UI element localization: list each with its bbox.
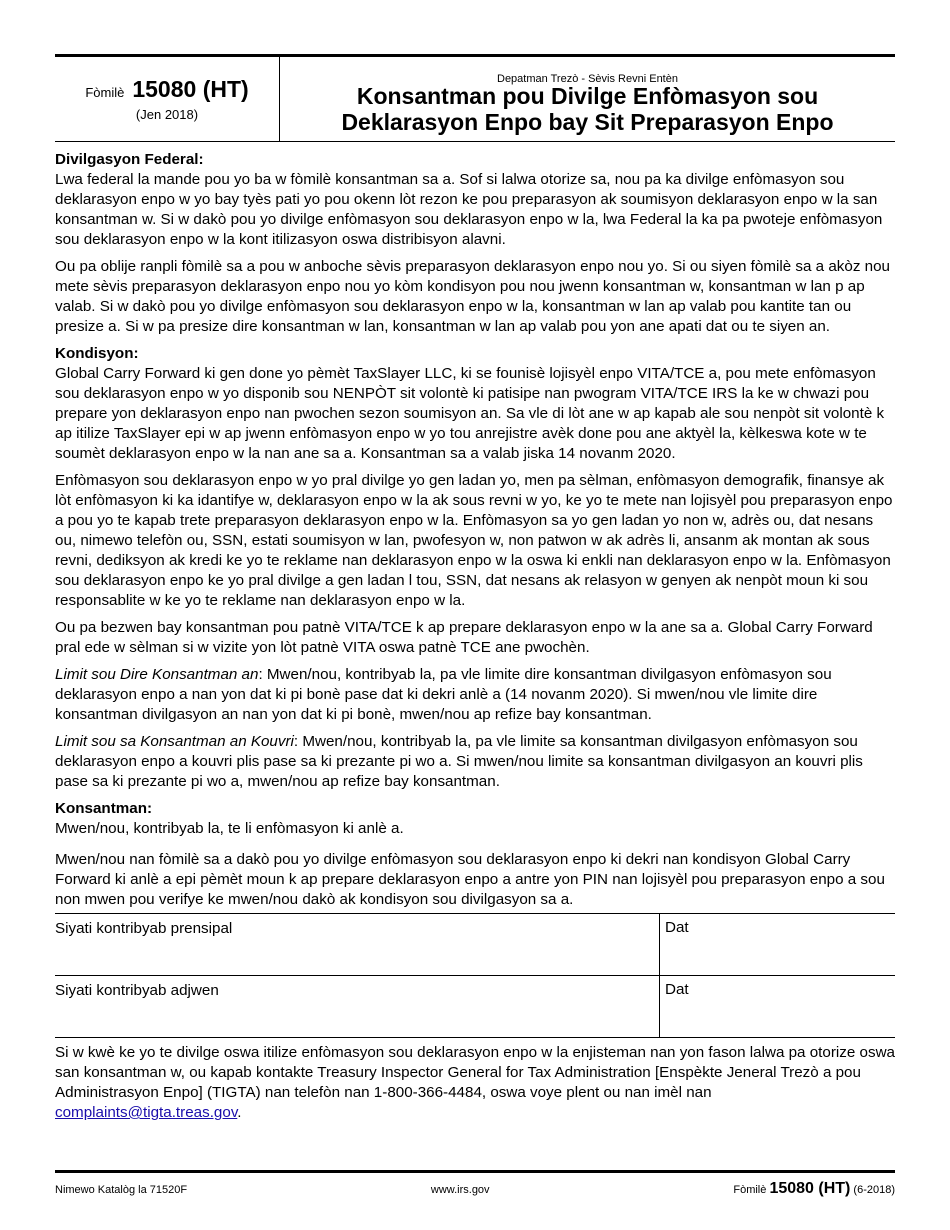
website: www.irs.gov (430, 1184, 490, 1196)
secondary-date-field[interactable] (660, 976, 895, 1037)
conditions-paragraph-3: Ou pa bezwen bay konsantman pou patnè VITA/TCE k ap prepare deklarasyon enpo w la ane sa a. Global Carry Forward pral ede w sèlman si w vizite yon lòt patnè VITA oswa patnè TCE ane pwochèn. (55, 619, 873, 656)
primary-date-label: Dat (665, 919, 689, 936)
form-date: (Jen 2018) (135, 107, 199, 122)
secondary-signature-field[interactable] (55, 976, 660, 1037)
limit-scope-paragraph (55, 732, 895, 792)
footer-form-number: 15080 (HT) (769, 1180, 851, 1197)
primary-signature-row (55, 913, 895, 975)
footer-revision: (6-2018) (853, 1184, 895, 1196)
secondary-signature-label: Siyati kontribyab adjwen (55, 982, 219, 999)
page-footer (55, 1170, 895, 1198)
form-page (55, 54, 895, 1123)
federal-heading: Divilgasyon Federal: (55, 151, 204, 168)
consent-heading: Konsantman: (55, 800, 153, 817)
federal-paragraph-1: Lwa federal la mande pou yo ba w fòmilè konsantman sa a. Sof si lalwa otorize sa, nou pa ka divilge enfòmasyon sou deklarasyon enpo w yo bay tyès pati yo pou okenn lòt rezon ke pou preparasyon ak soumisyon deklarasyon enpo w la san konsantman w. Si w dakò pou yo divilge enfòmasyon sou deklarasyon enpo w la, lwa Federal la ka pa pwoteje enfòmasyon sou deklarasyon enpo w la kont itilizasyon oswa distribisyon alavni. (55, 171, 883, 248)
consent-section (55, 799, 895, 839)
secondary-date-label: Dat (665, 981, 689, 998)
complaint-end: . (237, 1104, 242, 1121)
limit-duration-label: Limit sou Dire Konsantman an (55, 666, 259, 683)
consent-paragraph-2: Mwen/nou nan fòmilè sa a dakò pou yo divilge enfòmasyon sou deklarasyon enpo ki dekri nan kondisyon Global Carry Forward ki anlè a epi pèmèt moun k ap prepare deklarasyon enpo a antre yon PIN nan lojisyèl pou preparasyon enpo a sou non mwen pou verifye ke mwen/nou dakò ak kondisyon sou divilgasyon sa a. (55, 851, 885, 908)
conditions-section (55, 344, 895, 464)
catalog-number: Nimewo Katalòg la 71520F (55, 1184, 188, 1196)
federal-section (55, 150, 895, 250)
primary-signature-field[interactable] (55, 914, 660, 975)
form-word: Fòmilè (85, 85, 125, 100)
form-number: 15080 (HT) (132, 76, 249, 102)
complaint-email-link[interactable]: complaints@tigta.treas.gov (55, 1104, 238, 1121)
primary-signature-label: Siyati kontribyab prensipal (55, 920, 233, 937)
form-title-line1: Konsantman pou Divilge Enfòmasyon sou (356, 83, 819, 109)
conditions-paragraph-1: Global Carry Forward ki gen done yo pèmèt TaxSlayer LLC, ki se founisè lojisyèl enpo VITA/TCE a, pou mete enfòmasyon sou deklarasyon enpo w yo disponib sou NENPÒT sit volontè ki patisipe nan pwogram VITA/TCE IRS la ke w chwazi pou prepare yon deklarasyon enpo nan pwochen sezon soumisyon an. Sa vle di lòt ane w ap kapab ale sou nenpòt sit volontè k ap itilize TaxSlayer epi w ap jwenn enfòmasyon enpo w yo tou anrejistre avèk done pou ane aktyèl la, kèlkeswa kote w te soumèt deklarasyon enpo w la nan ane sa a. Konsantman sa a valab jiska 14 novanm 2020. (55, 365, 885, 462)
form-body (55, 142, 895, 1123)
limit-duration-paragraph (55, 665, 895, 725)
secondary-signature-row (55, 975, 895, 1038)
limit-scope-text: : Mwen/nou, kontribyab la, pa vle limite sa konsantman divilgasyon enfòmasyon sou deklarasyon enpo a kouvri plis pase sa ki prezante pi wo a. Si mwen/nou limite sa konsantman divilgasyon an kouvri plis pase sa ki prezante pi wo a, mwen/nou ap refize bay konsantman. (55, 733, 863, 790)
footer-form-word: Fòmilè (733, 1184, 767, 1196)
department-name: Depatman Trezò - Sèvis Revni Entèn (497, 73, 678, 85)
complaint-text: Si w kwè ke yo te divilge oswa itilize enfòmasyon sou deklarasyon enpo w la enjisteman nan yon fason lalwa pa otorize oswa san konsantman w, ou kapab kontakte Treasury Inspector General for Tax Administration [Enspèkte Jeneral Trezò a pou Administrasyon Enpo] (TIGTA) nan telefòn nan 1-800-366-4484, oswa voye plent ou nan imèl nan (55, 1044, 895, 1101)
conditions-heading: Kondisyon: (55, 345, 139, 362)
federal-paragraph-2: Ou pa oblije ranpli fòmilè sa a pou w anboche sèvis preparasyon deklarasyon enpo nou yo. Si ou siyen fòmilè sa a akòz nou mete sèvis preparasyon deklarasyon enpo nou yo kòm kondisyon pou nou jwenn konsantman w, konsantman w lan p ap valab. Si w dakò pou yo divilge enfòmasyon sou deklarasyon enpo w la, konsantman w lan ap valab pou kantite tan ou presize a. Si w pa presize dire konsantman w lan, konsantman w lan ap valab pou yon ane apati dat ou te siyen an. (55, 258, 890, 335)
consent-paragraph-1: Mwen/nou, kontribyab la, te li enfòmasyon ki anlè a. (55, 820, 404, 837)
form-header (55, 54, 895, 142)
form-identifier (55, 57, 280, 141)
conditions-paragraph-2: Enfòmasyon sou deklarasyon enpo w yo pral divilge yo gen ladan yo, men pa sèlman, enfòmasyon demografik, finansye ak lòt enfòmasyon ki ka idantifye w, deklarasyon enpo w la ak sous revni w yo, ke yo te mete nan lojisyèl pou preparasyon enpo a pou yo te kapab trete preparasyon deklarasyon enpo w la. Enfòmasyon sa yo gen ladan yo non w, adrès ou, dat nesans ou, nimewo telefòn ou, SSN, estati soumisyon w lan, pwofesyon w, non patwon w ak adrès li, ansanm ak montan ak sous revni, dediksyon ak kredi ke yo te reklame nan deklarasyon enpo w la oswa ki enkli nan deklarasyon enpo w la. Enfòmasyon sou deklarasyon enpo ke yo pral divilge a gen ladan l tou, SSN, dat nesans ak relasyon w genyen ak nenpòt moun ki sou responsablite w ke yo te reklame nan deklarasyon enpo w la. (55, 472, 893, 609)
limit-scope-label: Limit sou sa Konsantman an Kouvri (55, 733, 294, 750)
footer-form-id (733, 1180, 895, 1198)
complaint-notice (55, 1038, 895, 1123)
title-box (280, 57, 895, 141)
limit-duration-text: : Mwen/nou, kontribyab la, pa vle limite dire konsantman divilgasyon enfòmasyon sou deklarasyon enpo a nan yon dat ki pi bonè pase dat ki dekri anlè a (14 novanm 2020). Si mwen/nou vle limite dire konsantman divilgasyon an nan yon dat ki pi bonè, mwen/nou ap refize bay konsantman. (55, 666, 832, 723)
form-title-line2: Deklarasyon Enpo bay Sit Preparasyon Enpo (341, 109, 834, 135)
primary-date-field[interactable] (660, 914, 895, 975)
